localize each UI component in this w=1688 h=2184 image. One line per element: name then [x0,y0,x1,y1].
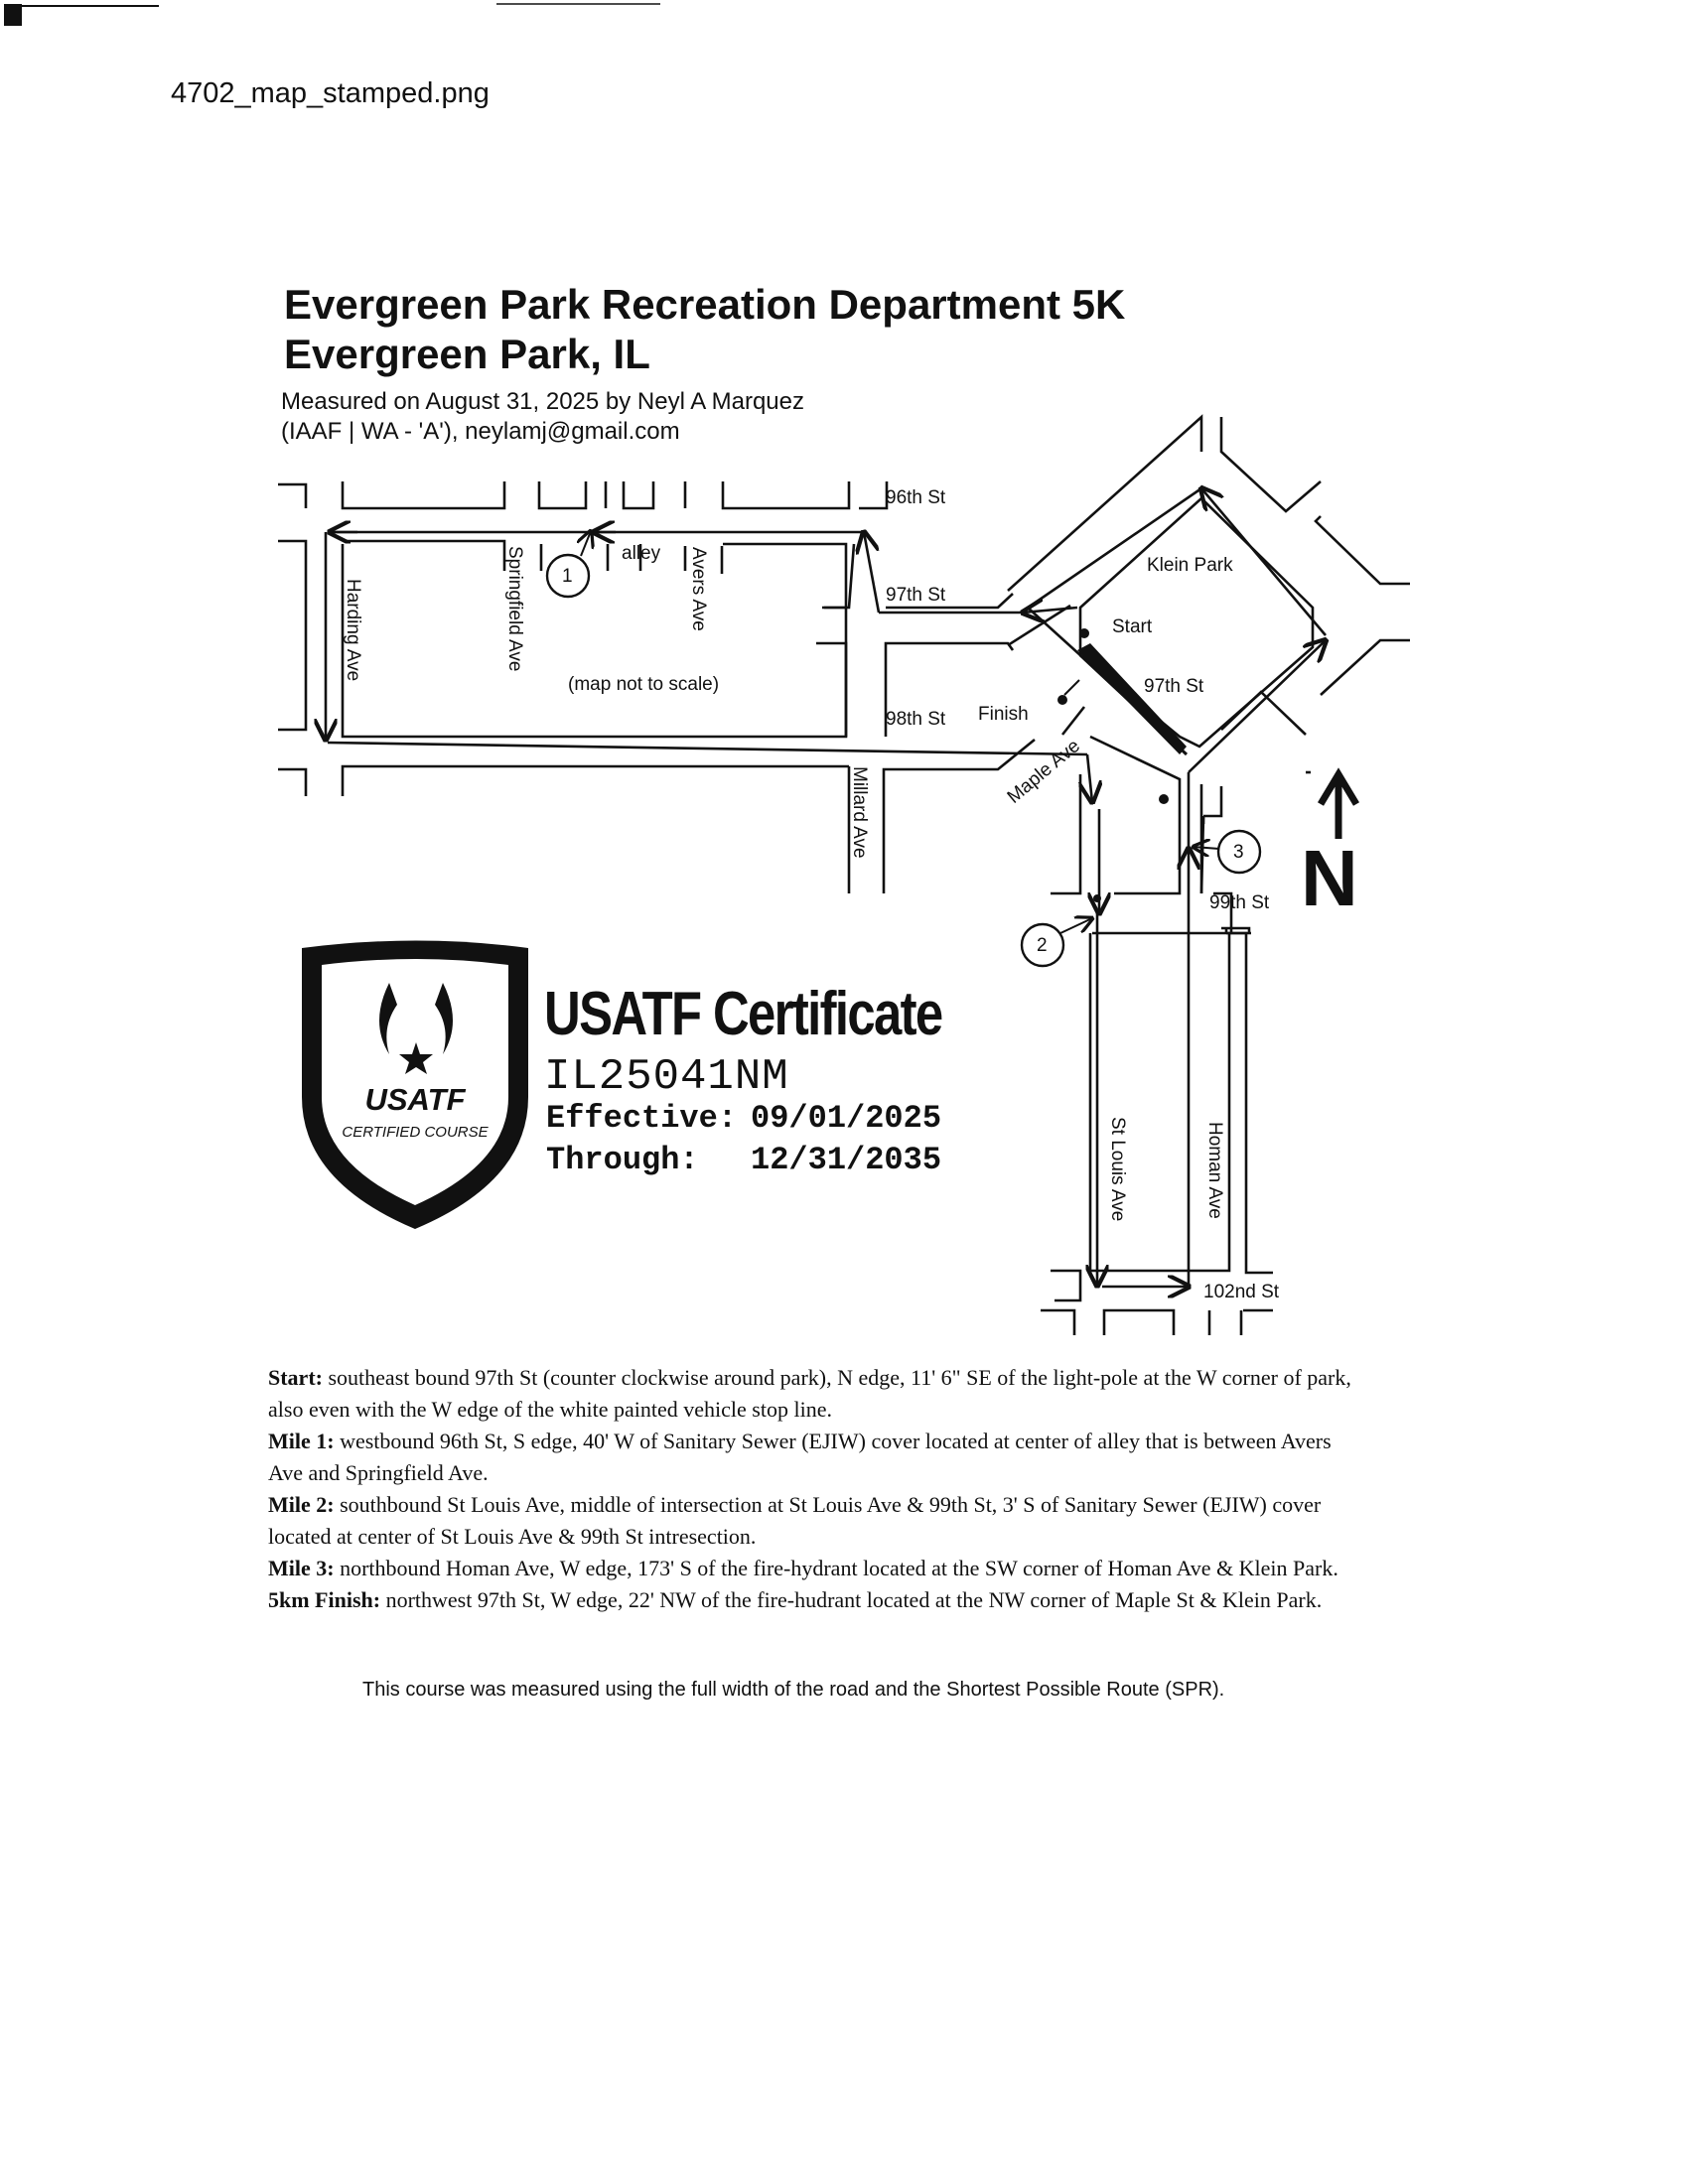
street-102nd: 102nd St [1203,1282,1280,1302]
effective-label: Effective: [546,1100,738,1137]
street-96th: 96th St [886,487,946,508]
street-springfield: Springfield Ave [504,546,525,672]
mile-marker-1 [547,531,591,597]
contact-line: (IAAF | WA - 'A'), neylamj@gmail.com [281,418,680,445]
street-99th: 99th St [1209,892,1270,913]
page-subtitle: Evergreen Park, IL [284,331,650,377]
alley-label: alley [622,543,661,564]
effective-date: 09/01/2025 [751,1100,942,1137]
mile-marker-2 [1022,918,1092,966]
note-finish: 5km Finish: northwest 97th St, W edge, 22' NW of the fire-hudrant located at the NW corner of Maple St & Klein Park. [268,1587,1323,1612]
usatf-badge [302,941,528,1230]
note-mile-2: Mile 2: southbound St Louis Ave, middle of intersection at St Louis Ave & 99th St, 3' S of Sanitary Sewer (EJIW) cover located at center of St Louis Ave & 99th St intresection. [268,1492,1322,1549]
street-homan: Homan Ave [1204,1122,1225,1219]
street-millard: Millard Ave [849,766,870,859]
marker-label-1: 1 [562,566,573,587]
start-point [1079,628,1089,638]
street-harding: Harding Ave [343,579,363,682]
street-97th-west: 97th St [886,585,946,606]
certificate-title: USATF Certificate [544,980,942,1048]
through-date: 12/31/2035 [751,1142,942,1178]
marker-label-2: 2 [1037,935,1048,956]
course-notes [268,1362,1360,1616]
file-name: 4702_map_stamped.png [171,77,490,109]
marker-label-3: 3 [1233,842,1244,863]
finish-label: Finish [978,704,1029,725]
point-marker [1159,794,1169,804]
note-mile-3: Mile 3: northbound Homan Ave, W edge, 173' S of the fire-hydrant located at the SW corner of Homan Ave & Klein Park. [268,1556,1338,1580]
street-97th-east: 97th St [1144,676,1204,697]
finish-point [1057,695,1067,705]
note-start: Start: southeast bound 97th St (counter clockwise around park), N edge, 11' 6" SE of the light-pole at the W corner of park, also even with the W edge of the white painted vehicle stop line. [268,1365,1351,1422]
mile-2-point [1093,894,1101,902]
usatf-badge-name: USATF [364,1082,466,1117]
street-avers: Avers Ave [688,547,709,631]
page-title: Evergreen Park Recreation Department 5K [284,281,1126,328]
street-st-louis: St Louis Ave [1107,1117,1128,1222]
scale-note: (map not to scale) [568,674,720,695]
north-arrow [1301,774,1358,922]
start-label: Start [1112,616,1153,637]
street-98th: 98th St [886,709,946,730]
scan-corner-mark [4,4,22,26]
klein-park-label: Klein Park [1147,555,1233,576]
measured-line: Measured on August 31, 2025 by Neyl A Marquez [281,388,805,415]
footer-note: This course was measured using the full width of the road and the Shortest Possible Route (SPR). [362,1679,1225,1701]
street-maple: Maple Ave [1003,735,1084,808]
usatf-badge-subtitle: CERTIFIED COURSE [342,1124,489,1141]
note-mile-1: Mile 1: westbound 96th St, S edge, 40' W of Sanitary Sewer (EJIW) cover located at center of alley that is between Avers Ave and Springfield Ave. [268,1429,1332,1485]
certificate-number: IL25041NM [544,1052,789,1102]
through-label: Through: [546,1142,699,1178]
north-label: N [1301,834,1358,922]
